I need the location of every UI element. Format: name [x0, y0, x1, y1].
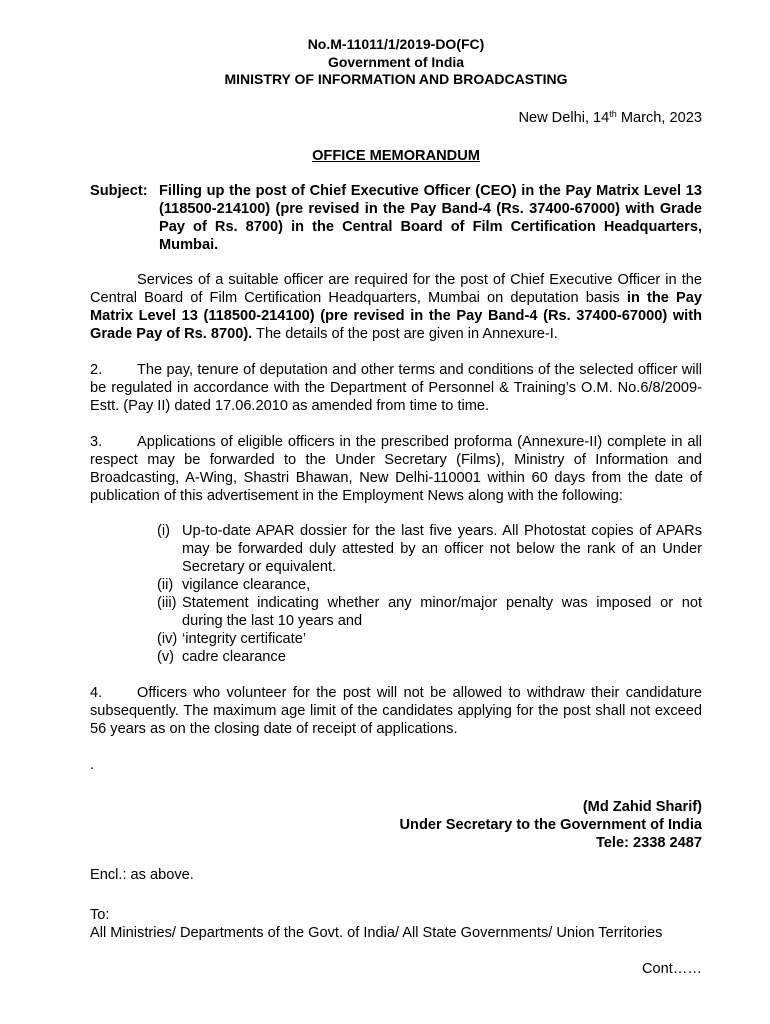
- signature-block: [90, 798, 702, 852]
- paragraph-2: [90, 361, 702, 415]
- list-item-number: (ii): [157, 576, 174, 593]
- list-item-number: (iv): [157, 630, 178, 647]
- list-item: [157, 594, 702, 630]
- list-item-text: cadre clearance: [182, 648, 286, 665]
- list-item-text: ‘integrity certificate’: [182, 630, 307, 647]
- list-item-text: Up-to-date APAR dossier for the last five years. All Photostat copies of APARs may be forwarded duly attested by an officer not below the rank of an Under Secretary or equivalent.: [182, 522, 702, 575]
- subject-label: Subject:: [90, 182, 148, 199]
- paragraph-1-text-b: The details of the post are given in Annexure-I.: [252, 325, 558, 342]
- date-line: [90, 109, 702, 127]
- paragraph-1: [90, 271, 702, 343]
- paragraph-2-number: 2.: [90, 361, 103, 378]
- paragraph-1-text-a: Services of a suitable officer are required for the post of Chief Executive Officer in the Central Board of Film Certification Headquarters, Mumbai on deputation basis: [90, 271, 702, 306]
- government-line: Government of India: [327, 53, 465, 70]
- subject-block: [90, 182, 702, 254]
- signatory-designation: Under Secretary to the Government of India: [399, 816, 702, 833]
- list-item-text: Statement indicating whether any minor/major penalty was imposed or not during the last 10 years and: [182, 594, 702, 629]
- addressee-text: All Ministries/ Departments of the Govt. of India/ All State Governments/ Union Territories: [90, 924, 663, 941]
- enclosure-list: [90, 522, 702, 666]
- list-item-number: (iii): [157, 594, 177, 611]
- date-superscript: th: [609, 108, 617, 119]
- enclosure-note: Encl.: as above.: [90, 866, 194, 883]
- addressee-label: To:: [90, 906, 110, 923]
- memorandum-page: [90, 36, 702, 978]
- signatory-telephone: Tele: 2338 2487: [595, 834, 702, 851]
- letterhead: [90, 36, 702, 89]
- paragraph-4-number: 4.: [90, 684, 103, 701]
- file-number: No.M-11011/1/2019-DO(FC): [307, 36, 485, 52]
- list-item-number: (i): [157, 522, 170, 539]
- list-item-text: vigilance clearance,: [182, 576, 311, 593]
- list-item: [157, 630, 702, 648]
- paragraph-4: [90, 684, 702, 738]
- list-item: [157, 576, 702, 594]
- paragraph-3-number: 3.: [90, 433, 103, 450]
- list-item: [157, 522, 702, 576]
- date-suffix: March, 2023: [616, 109, 702, 126]
- paragraph-1-bold: in the Pay Matrix Level 13 (118500-214100) (pre revised in the Pay Band-4 (Rs. 37400-67000) with Grade Pay of Rs. 8700).: [90, 289, 702, 342]
- continued-marker: Cont……: [641, 960, 702, 977]
- ministry-line: MINISTRY OF INFORMATION AND BROADCASTING: [224, 71, 568, 87]
- date-prefix: New Delhi, 14: [518, 109, 610, 126]
- list-item-number: (v): [157, 648, 175, 665]
- paragraph-4-text: Officers who volunteer for the post will not be allowed to withdraw their candidature subsequently. The maximum age limit of the candidates applying for the post shall not exceed 56 years as on the closing date of receipt of applications.: [90, 684, 702, 737]
- paragraph-3: [90, 433, 702, 505]
- signatory-name: (Md Zahid Sharif): [582, 798, 702, 815]
- document-title: OFFICE MEMORANDUM: [312, 147, 480, 164]
- subject-text: Filling up the post of Chief Executive Officer (CEO) in the Pay Matrix Level 13 (118500-214100) (pre revised in the Pay Band-4 (Rs. 37400-67000) with Grade Pay of Rs. 8700) in the Central Board of Film Certification Headquarters, Mumbai.: [159, 182, 702, 253]
- list-item: [157, 648, 702, 666]
- stray-dot: .: [90, 756, 95, 773]
- paragraph-2-text: The pay, tenure of deputation and other terms and conditions of the selected officer will be regulated in accordance with the Department of Personnel & Training’s O.M. No.6/8/2009-Estt. (Pay II) dated 17.06.2010 as amended from time to time.: [90, 361, 702, 414]
- paragraph-3-text: Applications of eligible officers in the prescribed proforma (Annexure-II) complete in all respect may be forwarded to the Under Secretary (Films), Ministry of Information and Broadcasting, A-Wing, Shastri Bhawan, New Delhi-110001 within 60 days from the date of publication of this advertisement in the Employment News along with the following:: [90, 433, 702, 504]
